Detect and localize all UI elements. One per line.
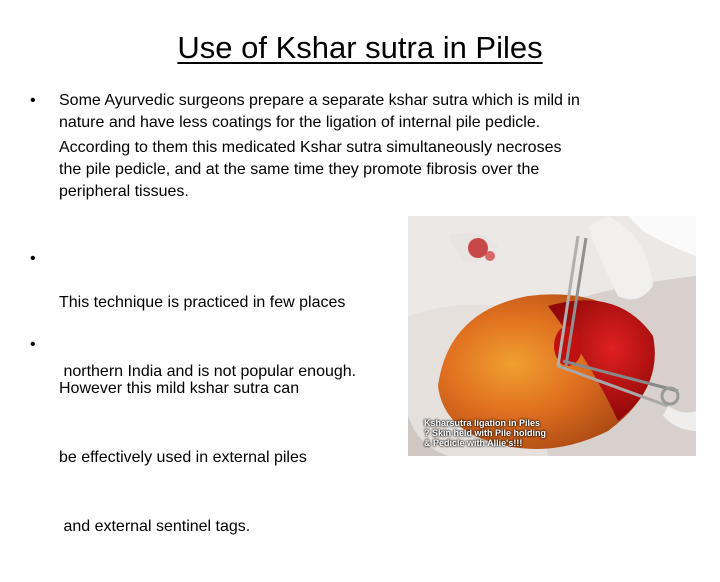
caption-line: Ksharsutra ligation in Piles — [424, 418, 541, 428]
bullet-line: peripheral tissues. — [59, 183, 189, 200]
bullet-marker: • — [30, 250, 36, 267]
slide-title: Use of Kshar sutra in Piles — [177, 30, 543, 65]
bullet-line: and external sentinel tags. — [59, 518, 251, 535]
bullet-line: This technique is practiced in few places — [59, 294, 346, 311]
caption-line: & Pedicle with Allie's!!! — [424, 438, 523, 448]
bullet-line: the pile pedicle, and at the same time they promote fibrosis over the — [59, 161, 540, 178]
bullet-line: be effectively used in external piles — [59, 449, 307, 466]
caption-line: ? Skin held with Pile holding — [424, 428, 547, 438]
photo-caption — [424, 418, 546, 448]
bullet-line: However this mild kshar sutra can — [59, 380, 300, 397]
bullet-line: northern India and is not popular enough. — [59, 363, 357, 380]
bullet-text — [59, 90, 580, 203]
bullet-line: According to them this medicated Kshar sutra simultaneously necroses — [59, 139, 562, 156]
bullet-line: nature and have less coatings for the ligation of internal pile pedicle. — [59, 114, 541, 131]
bullet-line: Some Ayurvedic surgeons prepare a separate kshar sutra which is mild in — [59, 92, 580, 109]
surgery-photo — [408, 216, 696, 456]
bullet-marker: • — [30, 336, 36, 353]
bullet-marker: • — [30, 92, 36, 109]
bullet-text — [59, 334, 307, 582]
